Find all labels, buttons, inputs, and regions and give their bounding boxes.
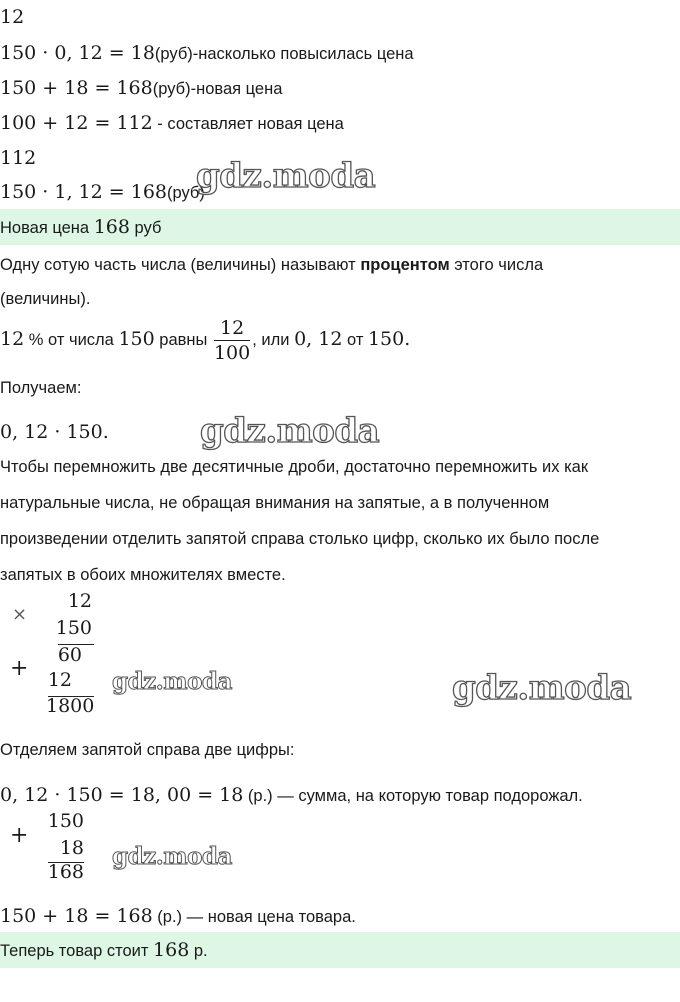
plus-sign-2: + — [10, 823, 29, 848]
add-term-1: 150 — [47, 810, 84, 832]
watermark-logo: gdz.moda — [452, 668, 632, 708]
mul-factor-1: 12 — [67, 590, 92, 612]
add-result: 168 — [47, 861, 84, 883]
line-12: 12 — [0, 6, 25, 28]
mul-partial-1: 60 — [57, 644, 82, 666]
watermark-logo: gdz.moda — [196, 156, 376, 196]
mul-result: 1800 — [46, 695, 95, 717]
rule-line-4: запятых в обоих множителях вместе. — [0, 566, 286, 584]
increase-result: 0, 12 · 150 = 18, 00 = 18 (р.) — сумма, на которую товар подорожал. — [0, 784, 583, 806]
line-price-increase: 150 · 0, 12 = 18(руб)-насколько повысилась цена — [0, 42, 414, 64]
mul-factor-2: 150 — [55, 617, 92, 639]
rule-line-2: натуральные числа, не обращая внимания на запятые, а в полученном — [0, 494, 550, 512]
mul-partial-2: 12 — [47, 669, 72, 691]
separate-note: Отделяем запятой справа две цифры: — [0, 741, 295, 759]
theory-example: 12 % от числа 150 равны $\frac{12}{100}$ , или 0, 12 от 150. — [0, 317, 411, 365]
line-112: 112 — [0, 147, 37, 169]
fraction-12-100: $\frac{12}{100}$ — [213, 317, 251, 365]
answer-1: Новая цена 168 руб — [0, 216, 162, 238]
rule-line-3: произведении отделить запятой справа столько цифр, сколько их было после — [0, 530, 600, 548]
line-percent-new: 100 + 12 = 112 - составляет новая цена — [0, 112, 344, 134]
line-new-price: 150 + 18 = 168(руб)-новая цена — [0, 77, 283, 99]
watermark-logo: gdz.moda — [112, 843, 232, 870]
theory-line-1: Одну сотую часть числа (величины) называют процентом этого числа — [0, 256, 544, 274]
new-price-result: 150 + 18 = 168 (р.) — новая цена товара. — [0, 905, 356, 927]
rule-line-1: Чтобы перемножить две десятичные дроби, достаточно перемножить их как — [0, 458, 589, 476]
watermark-logo: gdz.moda — [112, 668, 232, 695]
answer-2: Теперь товар стоит 168 р. — [0, 939, 208, 961]
theory-line-2: (величины). — [0, 290, 91, 308]
line-new-price-2: 150 · 1, 12 = 168(руб) — [0, 181, 205, 203]
multiply-sign: × — [12, 604, 28, 625]
add-term-2: 18 — [59, 837, 84, 859]
expression: 0, 12 · 150. — [0, 421, 109, 443]
plus-sign-1: + — [10, 656, 29, 681]
get-label: Получаем: — [0, 379, 82, 397]
watermark-logo: gdz.moda — [200, 411, 380, 451]
